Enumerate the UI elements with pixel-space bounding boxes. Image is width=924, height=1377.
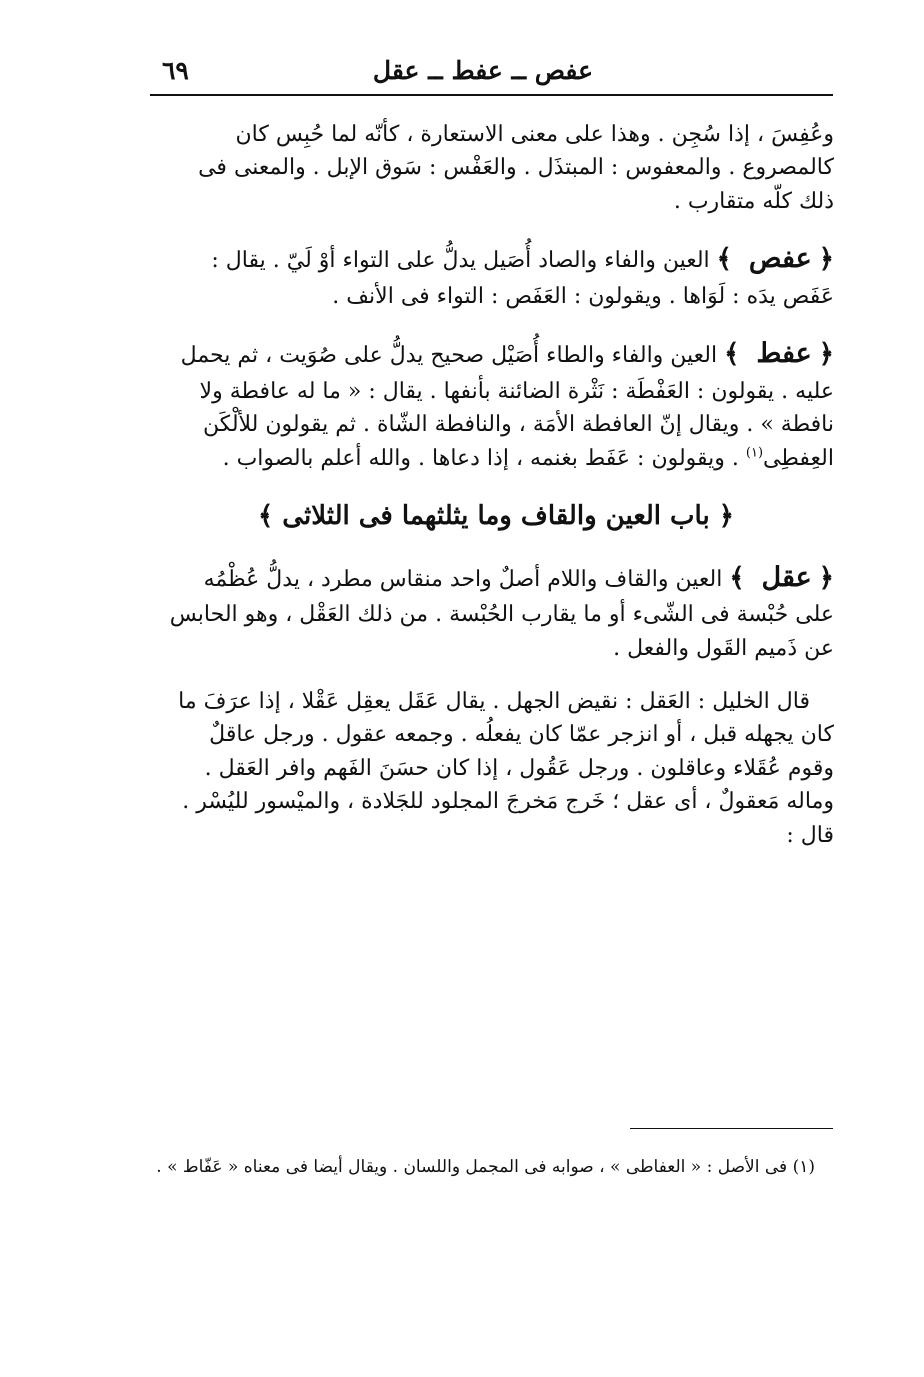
headword-aql: عقل xyxy=(761,561,812,593)
entry-afat-text: العين والفاء والطاء أُصَيْل صحيح يدلُّ على صُوَيت ، ثم يحمل عليه . يقولون : العَفْطَة : نَثْرة الضائنة بأنفها . يقال : « ما له عافطة ولا نافطة » . ويقال إنّ العافطة الأمَة ، والنافطة الشّاة . ثم يقولون للألْكَن العِفطِى xyxy=(180,343,834,471)
page-header xyxy=(150,52,833,90)
entry-afat-text-end: . ويقولون : عَفَط بغنمه ، إذا دعاها . والله أعلم بالصواب . xyxy=(222,445,746,471)
headword-afas: عفص xyxy=(748,243,812,275)
page-number: ٦٩ xyxy=(162,56,189,85)
close-bracket: ﴾ xyxy=(729,562,745,593)
running-title: عفص ــ عفط ــ عقل xyxy=(372,56,593,85)
chapter-heading: ﴿ باب العين والقاف وما يثلثهما فى الثلاثى ﴾ xyxy=(258,501,734,532)
entry-aql-text: العين والقاف واللام أصلٌ واحد منقاس مطرد ، يدلُّ عُظْمُه على حُبْسة فى الشّىء أو ما يقارب الحُبْسة . من ذلك العَقْل ، وهو الحابس عن ذَميم القَول والفعل . xyxy=(169,566,834,661)
open-bracket: ﴿ xyxy=(818,244,834,275)
entry-aql xyxy=(158,557,834,665)
footnote-rule xyxy=(630,1128,833,1129)
intro-paragraph: وعُفِسَ ، إذا سُجِن . وهذا على معنى الاستعارة ، كأنّه لما حُبِس كان كالمصروع . والمعفوس : المبتذَل . والعَفْس : سَوق الإبل . والمعنى فى ذلك كلّه متقارب . xyxy=(198,122,834,214)
khalil-paragraph: قال الخليل : العَقل : نقيض الجهل . يقال عَقَل يعقِل عَقْلا ، إذا عرَفَ ما كان يجهله قبل ، أو انزجر عمّا كان يفعلُه . وجمعه عقول . ورجل عاقلٌ وقوم عُقَلاء وعاقلون . ورجل عَقُول ، إذا كان حسَنَ الفَهم وافر العَقل . وماله مَعقولٌ ، أى عقل ؛ خَرج مَخرجَ المجلود للجَلادة ، والميْسور لليُسْر . قال : xyxy=(178,689,834,848)
footnote-marker: (١) xyxy=(745,445,764,461)
close-bracket: ﴾ xyxy=(716,244,732,275)
close-bracket: ﴾ xyxy=(724,339,740,370)
entry-afas xyxy=(158,238,834,313)
main-text xyxy=(158,118,834,852)
headword-afat: عفط xyxy=(756,338,812,370)
entry-afas-text: العين والفاء والصاد أُصَيل يدلُّ على التواء أوْ لَيّ . يقال : عَفَص يدَه : لَوَاها . ويقولون : العَفَص : التواء فى الأنف . xyxy=(211,248,834,309)
footnote: (١) فى الأصل : « العفاطى » ، صوابه فى المجمل واللسان . ويقال أيضا فى معناه « عَفّاط » . xyxy=(156,1157,815,1177)
open-bracket: ﴿ xyxy=(818,339,834,370)
entry-afat xyxy=(158,333,834,475)
header-rule xyxy=(150,94,833,96)
open-bracket: ﴿ xyxy=(818,562,834,593)
